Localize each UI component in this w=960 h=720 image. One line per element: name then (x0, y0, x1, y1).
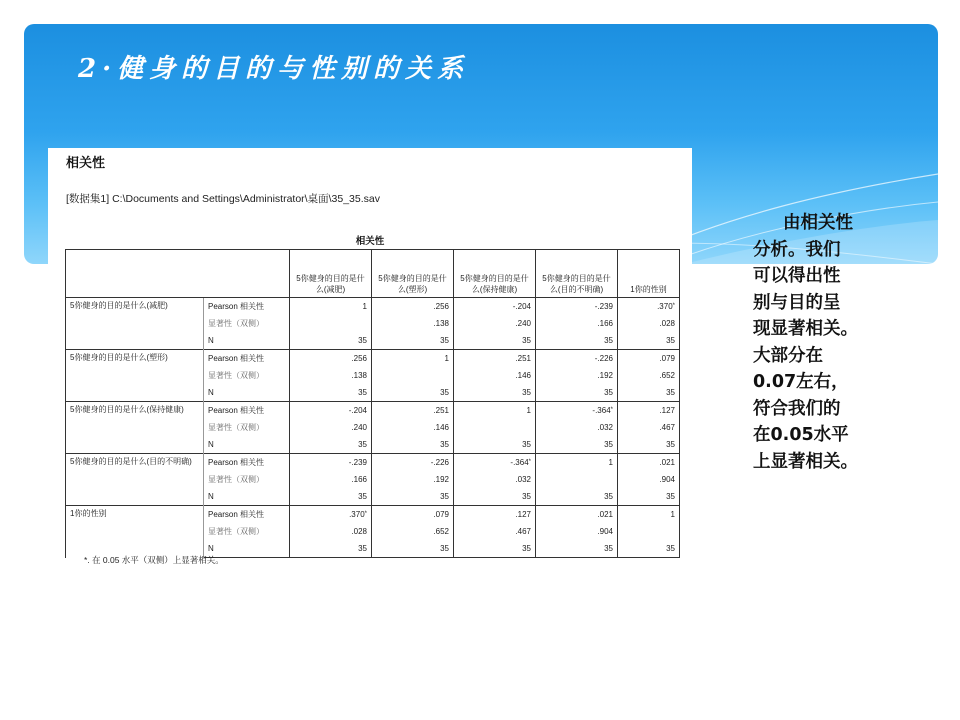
cell-value: .032 (454, 471, 536, 488)
cell-value: .127 (454, 506, 536, 524)
conclusion-line: 符合我们的 (753, 398, 841, 419)
stat-label: Pearson 相关性 (204, 350, 290, 368)
cell-value: 35 (372, 488, 454, 506)
cell-value: 35 (536, 540, 618, 558)
cell-value: -.239 (536, 298, 618, 316)
stat-label: 显著性（双侧） (204, 367, 290, 384)
cell-value: 35 (290, 488, 372, 506)
conclusion-line: 分析。我们 (753, 239, 841, 260)
column-header: 5你健身的目的是什么(塑形) (372, 250, 454, 298)
cell-value: 35 (290, 384, 372, 402)
cell-value: .904 (618, 471, 680, 488)
stat-label: 显著性（双侧） (204, 523, 290, 540)
cell-value: 1 (536, 454, 618, 472)
cell-value: 1 (372, 350, 454, 368)
cell-value: -.364* (454, 454, 536, 472)
cell-value: 1 (454, 402, 536, 420)
cell-value: 1 (618, 506, 680, 524)
conclusion-line: 0.07左右， (753, 372, 849, 392)
cell-value: 35 (618, 384, 680, 402)
correlation-table (65, 249, 680, 558)
stat-label: N (204, 332, 290, 350)
cell-value: 35 (454, 332, 536, 350)
slide-title: 2·健身的目的与性别的关系 (78, 54, 470, 84)
cell-value: 35 (290, 332, 372, 350)
conclusion-line: 别与目的呈 (753, 292, 841, 313)
row-label: 5你健身的目的是什么(减肥) (66, 298, 204, 350)
cell-value: .256 (290, 350, 372, 368)
cell-value: .251 (454, 350, 536, 368)
cell-value: -.239 (290, 454, 372, 472)
table-row (66, 298, 680, 316)
cell-value: 35 (454, 488, 536, 506)
cell-value: .251 (372, 402, 454, 420)
cell-value: 35 (290, 436, 372, 454)
cell-value: 35 (372, 436, 454, 454)
cell-value: 35 (618, 488, 680, 506)
cell-value: -.364* (536, 402, 618, 420)
stat-label: N (204, 488, 290, 506)
stat-label: Pearson 相关性 (204, 402, 290, 420)
table-row (66, 506, 680, 524)
cell-value: .028 (290, 523, 372, 540)
cell-value: .028 (618, 315, 680, 332)
column-header: 5你健身的目的是什么(减肥) (290, 250, 372, 298)
stat-label: Pearson 相关性 (204, 298, 290, 316)
analysis-conclusion-text (753, 210, 903, 475)
cell-value: .240 (454, 315, 536, 332)
conclusion-line: 由相关性 (783, 213, 853, 233)
cell-value: 35 (618, 436, 680, 454)
cell-value: 35 (536, 332, 618, 350)
conclusion-line: 在0.05水平 (753, 425, 849, 445)
cell-value: 35 (618, 540, 680, 558)
cell-value: .467 (454, 523, 536, 540)
cell-value: -.204 (454, 298, 536, 316)
cell-value: 35 (618, 332, 680, 350)
cell-value: .146 (372, 419, 454, 436)
cell-value: .138 (372, 315, 454, 332)
cell-value (454, 419, 536, 436)
cell-value: 35 (454, 384, 536, 402)
cell-value: .192 (372, 471, 454, 488)
column-header: 5你健身的目的是什么(目的不明确) (536, 250, 618, 298)
cell-value: .079 (618, 350, 680, 368)
cell-value: .166 (290, 471, 372, 488)
cell-value: 35 (454, 540, 536, 558)
cell-value: .138 (290, 367, 372, 384)
cell-value: .370* (618, 298, 680, 316)
row-label: 5你健身的目的是什么(塑形) (66, 350, 204, 402)
output-heading: 相关性 (66, 156, 106, 171)
conclusion-line: 可以得出性 (753, 266, 841, 286)
cell-value: 35 (536, 436, 618, 454)
cell-value: .166 (536, 315, 618, 332)
cell-value: 35 (372, 384, 454, 402)
conclusion-line: 现显著相关。 (753, 319, 858, 339)
cell-value: 35 (372, 540, 454, 558)
table-caption: 相关性 (355, 236, 385, 247)
cell-value: .192 (536, 367, 618, 384)
conclusion-line: 上显著相关。 (753, 451, 858, 472)
stat-label: N (204, 540, 290, 558)
stat-label: 显著性（双侧） (204, 471, 290, 488)
cell-value: .652 (618, 367, 680, 384)
cell-value: .240 (290, 419, 372, 436)
cell-value: .127 (618, 402, 680, 420)
cell-value (536, 471, 618, 488)
cell-value (618, 523, 680, 540)
stat-label: N (204, 384, 290, 402)
cell-value: .146 (454, 367, 536, 384)
conclusion-line: 大部分在 (753, 345, 823, 366)
significance-footnote: *. 在 0.05 水平（双侧）上显著相关。 (84, 555, 224, 565)
cell-value: .904 (536, 523, 618, 540)
column-header: 5你健身的目的是什么(保持健康) (454, 250, 536, 298)
row-label: 1你的性别 (66, 506, 204, 558)
table-row (66, 350, 680, 368)
cell-value: .079 (372, 506, 454, 524)
cell-value: 35 (536, 488, 618, 506)
cell-value: 1 (290, 298, 372, 316)
table-row (66, 402, 680, 420)
cell-value (290, 315, 372, 332)
stat-label: Pearson 相关性 (204, 454, 290, 472)
cell-value: .032 (536, 419, 618, 436)
cell-value: 35 (536, 384, 618, 402)
dataset-path: [数据集1] C:\Documents and Settings\Administrator\桌面\35_35.sav (66, 193, 380, 205)
cell-value: 35 (290, 540, 372, 558)
row-label: 5你健身的目的是什么(保持健康) (66, 402, 204, 454)
cell-value: .467 (618, 419, 680, 436)
cell-value: -.226 (372, 454, 454, 472)
cell-value: -.226 (536, 350, 618, 368)
cell-value: -.204 (290, 402, 372, 420)
stat-label: N (204, 436, 290, 454)
cell-value: 35 (372, 332, 454, 350)
stat-label: Pearson 相关性 (204, 506, 290, 524)
cell-value: .021 (618, 454, 680, 472)
row-label: 5你健身的目的是什么(目的不明确) (66, 454, 204, 506)
cell-value: 35 (454, 436, 536, 454)
cell-value: .652 (372, 523, 454, 540)
cell-value: .370* (290, 506, 372, 524)
cell-value: .256 (372, 298, 454, 316)
correlation-table-body (66, 298, 680, 558)
spss-output-panel (48, 148, 692, 568)
stat-label: 显著性（双侧） (204, 419, 290, 436)
cell-value: .021 (536, 506, 618, 524)
column-header: 1你的性别 (618, 250, 680, 298)
cell-value (372, 367, 454, 384)
table-row (66, 454, 680, 472)
corner-header (66, 250, 290, 298)
stat-label: 显著性（双侧） (204, 315, 290, 332)
